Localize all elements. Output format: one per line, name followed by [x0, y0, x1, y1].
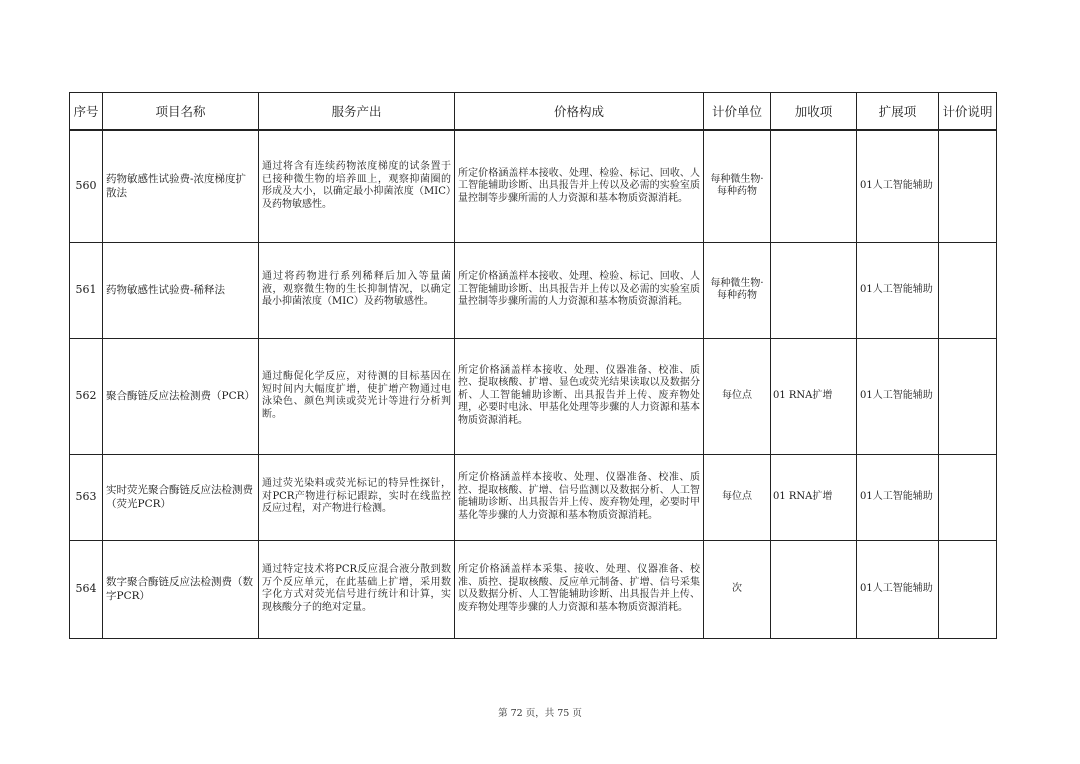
- extension: 01人工智能辅助: [857, 242, 939, 338]
- header-seq: 序号: [70, 93, 103, 131]
- header-item-name: 项目名称: [103, 93, 259, 131]
- extension: 01人工智能辅助: [857, 540, 939, 638]
- pricing-unit: 每种微生物·每种药物: [704, 242, 771, 338]
- service-output: 通过将药物进行系列稀释后加入等量菌液，观察微生物的生长抑制情况，以确定最小抑菌浓度（MIC）及药物敏感性。: [259, 242, 455, 338]
- pricing-note: [939, 540, 997, 638]
- price-composition: 所定价格涵盖样本接收、处理、仪器准备、校准、质控、提取核酸、扩增、显色或荧光结果读取以及数据分析、人工智能辅助诊断、出具报告并上传、废弃物处理，必要时电泳、甲基化处理等步骤的人力资源和基本物质资源消耗。: [455, 338, 704, 454]
- item-name: 药物敏感性试验费-稀释法: [103, 242, 259, 338]
- extension: 01人工智能辅助: [857, 454, 939, 540]
- extension: 01人工智能辅助: [857, 130, 939, 242]
- header-price-composition: 价格构成: [455, 93, 704, 131]
- header-pricing-note: 计价说明: [939, 93, 997, 131]
- service-output: 通过荧光染料或荧光标记的特异性探针，对PCR产物进行标记跟踪，实时在线监控反应过程，对产物进行检测。: [259, 454, 455, 540]
- surcharge: [771, 242, 857, 338]
- price-composition: 所定价格涵盖样本接收、处理、检验、标记、回收、人工智能辅助诊断、出具报告并上传以及必需的实验室质量控制等步骤所需的人力资源和基本物质资源消耗。: [455, 242, 704, 338]
- table-row: [70, 338, 997, 454]
- row-number: 564: [70, 540, 103, 638]
- surcharge: 01 RNA扩增: [771, 454, 857, 540]
- pricing-unit: 每位点: [704, 338, 771, 454]
- header-pricing-unit: 计价单位: [704, 93, 771, 131]
- service-output: 通过将含有连续药物浓度梯度的试条置于已接种微生物的培养皿上，观察抑菌圈的形成及大小，以确定最小抑菌浓度（MIC）及药物敏感性。: [259, 130, 455, 242]
- table-row: [70, 130, 997, 242]
- table-row: [70, 242, 997, 338]
- service-output: 通过酶促化学反应，对待测的目标基因在短时间内大幅度扩增，使扩增产物通过电泳染色、颜色判读或荧光计等进行分析判断。: [259, 338, 455, 454]
- pricing-note: [939, 338, 997, 454]
- row-number: 562: [70, 338, 103, 454]
- pricing-unit: 每种微生物·每种药物: [704, 130, 771, 242]
- header-service-output: 服务产出: [259, 93, 455, 131]
- item-name: 药物敏感性试验费-浓度梯度扩散法: [103, 130, 259, 242]
- price-composition: 所定价格涵盖样本采集、接收、处理、仪器准备、校准、质控、提取核酸、反应单元制备、扩增、信号采集以及数据分析、人工智能辅助诊断、出具报告并上传、废弃物处理等步骤的人力资源和基本物质资源消耗。: [455, 540, 704, 638]
- surcharge: [771, 130, 857, 242]
- surcharge: [771, 540, 857, 638]
- item-name: 数字聚合酶链反应法检测费（数字PCR）: [103, 540, 259, 638]
- pricing-unit: 次: [704, 540, 771, 638]
- item-name: 聚合酶链反应法检测费（PCR）: [103, 338, 259, 454]
- surcharge: 01 RNA扩增: [771, 338, 857, 454]
- fee-table: [69, 92, 997, 639]
- pricing-note: [939, 454, 997, 540]
- item-name: 实时荧光聚合酶链反应法检测费（荧光PCR）: [103, 454, 259, 540]
- row-number: 560: [70, 130, 103, 242]
- pricing-unit: 每位点: [704, 454, 771, 540]
- table-row: [70, 540, 997, 638]
- row-number: 561: [70, 242, 103, 338]
- row-number: 563: [70, 454, 103, 540]
- pricing-note: [939, 130, 997, 242]
- price-composition: 所定价格涵盖样本接收、处理、检验、标记、回收、人工智能辅助诊断、出具报告并上传以及必需的实验室质量控制等步骤所需的人力资源和基本物质资源消耗。: [455, 130, 704, 242]
- page-footer: 第 72 页，共 75 页: [498, 708, 582, 719]
- pricing-note: [939, 242, 997, 338]
- table-header-row: [70, 93, 997, 131]
- header-extension: 扩展项: [857, 93, 939, 131]
- service-output: 通过特定技术将PCR反应混合液分散到数万个反应单元，在此基础上扩增，采用数字化方式对荧光信号进行统计和计算，实现核酸分子的绝对定量。: [259, 540, 455, 638]
- price-composition: 所定价格涵盖样本接收、处理、仪器准备、校准、质控、提取核酸、扩增、信号监测以及数据分析、人工智能辅助诊断、出具报告并上传、废弃物处理，必要时甲基化等步骤的人力资源和基本物质资源消耗。: [455, 454, 704, 540]
- header-surcharge: 加收项: [771, 93, 857, 131]
- table-row: [70, 454, 997, 540]
- extension: 01人工智能辅助: [857, 338, 939, 454]
